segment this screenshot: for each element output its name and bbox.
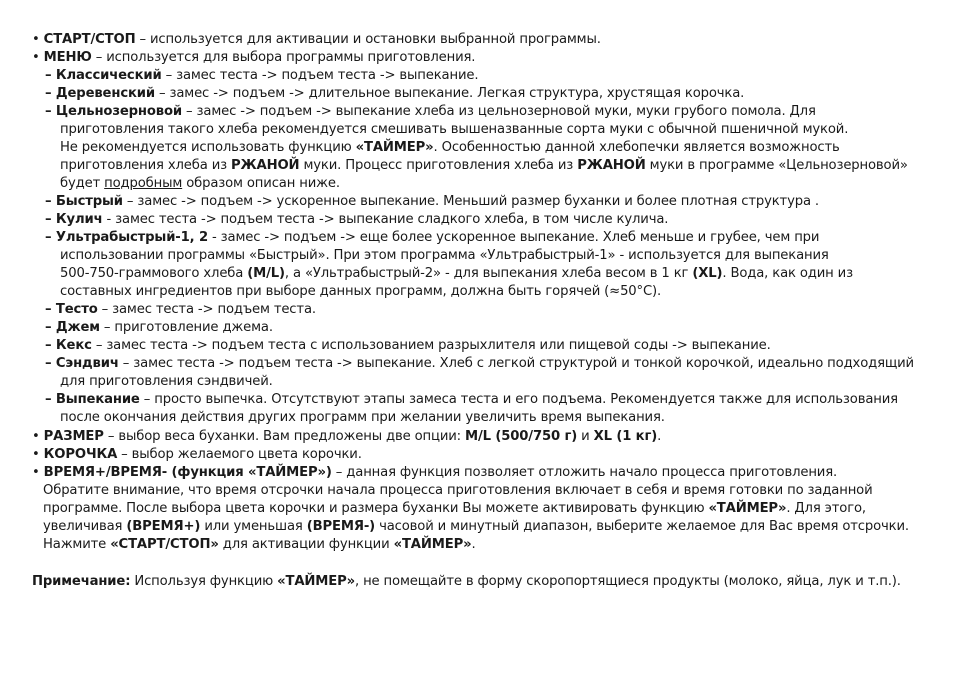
text-segment: – замес -> подъем -> длительное выпекание. Легкая структура, хрустящая корочка. <box>154 86 745 101</box>
bold-term: РАЗМЕР <box>43 429 104 444</box>
wholegrain-text-2 <box>60 139 840 157</box>
text-segment: использовании программы «Быстрый». При этом программа «Ультрабыстрый-1» - используется для выпекания <box>60 248 829 263</box>
bold-term: КОРОЧКА <box>43 447 118 462</box>
text-segment: для активации функции <box>218 537 394 552</box>
program-dough <box>45 301 316 319</box>
bold-term: Цельнозерновой <box>55 104 183 119</box>
text-segment: – приготовление джема. <box>99 320 273 335</box>
bold-term: – <box>45 212 56 227</box>
bold-term: (XL) <box>692 266 723 281</box>
bold-term: «ТАЙМЕР» <box>708 501 787 516</box>
bold-term: СТАРТ/СТОП <box>43 32 136 47</box>
text-segment: для приготовления сэндвичей. <box>60 374 273 389</box>
ultrafast-text-1 <box>60 247 829 265</box>
bold-term: Выпекание <box>55 392 140 407</box>
text-segment: – замес теста -> подъем теста. <box>97 302 316 317</box>
text-segment: – замес -> подъем -> ускоренное выпекание. Меньший размер буханки и более плотная структура . <box>122 194 819 209</box>
text-segment: Используя функцию <box>130 574 278 589</box>
bullet-menu <box>32 49 475 67</box>
text-segment: . <box>471 537 476 552</box>
wholegrain-text-1 <box>60 121 848 139</box>
timer-text-2 <box>43 500 866 518</box>
text-segment: – используется для выбора программы приготовления. <box>91 50 476 65</box>
bold-term: – <box>45 230 56 245</box>
note-line <box>32 573 901 591</box>
text-segment: часовой и минутный диапазон, выберите желаемое для Вас время отсрочки. <box>375 519 909 534</box>
bold-term: – <box>45 320 56 335</box>
text-segment: • <box>32 447 44 462</box>
bold-term: Кулич <box>55 212 103 227</box>
program-rustic <box>45 85 744 103</box>
bold-term: – <box>45 104 56 119</box>
text-segment: – замес теста -> подъем теста с использованием разрыхлителя или пищевой соды -> выпекание. <box>91 338 771 353</box>
text-segment: составных ингредиентов при выборе данных программ, должна быть горячей (≈50°C). <box>60 284 662 299</box>
timer-text-1 <box>43 482 873 500</box>
bold-term: Ультрабыстрый-1, 2 <box>55 230 208 245</box>
text-segment: . Вода, как один из <box>722 266 853 281</box>
text-segment: приготовления хлеба из <box>60 158 232 173</box>
bake-text-1 <box>60 409 665 427</box>
text-segment: , а «Ультрабыстрый-2» - для выпекания хлеба весом в 1 кг <box>284 266 693 281</box>
program-kulich <box>45 211 668 229</box>
bold-term: Деревенский <box>55 86 155 101</box>
bold-term: Классический <box>55 68 162 83</box>
bold-term: Сэндвич <box>55 356 119 371</box>
bullet-size <box>32 428 661 446</box>
wholegrain-text-3 <box>60 157 908 175</box>
program-bake <box>45 391 898 409</box>
wholegrain-text-4 <box>60 175 340 193</box>
bold-term: – <box>45 356 56 371</box>
bullet-timer <box>32 464 837 482</box>
text-segment: – замес теста -> подъем теста -> выпекание. <box>161 68 479 83</box>
ultrafast-text-3 <box>60 283 661 301</box>
bullet-crust <box>32 446 362 464</box>
bold-term: – <box>45 68 56 83</box>
bold-term: ВРЕМЯ+/ВРЕМЯ- (функция «ТАЙМЕР») <box>43 465 332 480</box>
text-segment: – замес -> подъем -> выпекание хлеба из цельнозерновой муки, муки грубого помола. Для <box>182 104 816 119</box>
bold-term: – <box>45 194 56 209</box>
program-classic <box>45 67 478 85</box>
bold-term: XL (1 кг) <box>593 429 658 444</box>
program-ultrafast <box>45 229 819 247</box>
bold-term: «ТАЙМЕР» <box>393 537 472 552</box>
text-segment: . <box>657 429 662 444</box>
timer-text-4 <box>43 536 476 554</box>
program-cake <box>45 337 771 355</box>
bold-term: Кекс <box>55 338 92 353</box>
text-segment: или уменьшая <box>200 519 307 534</box>
bold-term: Быстрый <box>55 194 123 209</box>
bold-term: «ТАЙМЕР» <box>277 574 355 589</box>
text-segment: муки в программе «Цельнозерновой» <box>645 158 908 173</box>
text-segment: • <box>32 50 44 65</box>
bold-term: M/L (500/750 г) <box>465 429 578 444</box>
bold-term: РЖАНОЙ <box>577 158 646 173</box>
text-segment: . Особенностью данной хлебопечки является возможность <box>433 140 840 155</box>
text-segment: . Для этого, <box>786 501 866 516</box>
text-segment: приготовления такого хлеба рекомендуется смешивать вышеназванные сорта муки с обычной пшеничной мукой. <box>60 122 849 137</box>
bold-term: «СТАРТ/СТОП» <box>110 537 219 552</box>
text-segment: - замес теста -> подъем теста -> выпекание сладкого хлеба, в том числе кулича. <box>102 212 669 227</box>
text-segment: Нажмите <box>43 537 111 552</box>
bold-term: – <box>45 302 56 317</box>
text-segment: после окончания действия других программ при желании увеличить время выпекания. <box>60 410 665 425</box>
text-segment: образом описан ниже. <box>182 176 340 191</box>
bold-term: Тесто <box>55 302 98 317</box>
bold-term: «ТАЙМЕР» <box>355 140 434 155</box>
bold-term: РЖАНОЙ <box>231 158 300 173</box>
text-segment: увеличивая <box>43 519 127 534</box>
program-sandwich <box>45 355 914 373</box>
sandwich-text-1 <box>60 373 273 391</box>
text-segment: – используется для активации и остановки выбранной программы. <box>135 32 601 47</box>
text-segment: – выбор желаемого цвета корочки. <box>117 447 362 462</box>
text-segment: муки. Процесс приготовления хлеба из <box>299 158 578 173</box>
text-segment: – просто выпечка. Отсутствуют этапы замеса теста и его подъема. Рекомендуется также для использования <box>139 392 898 407</box>
ultrafast-text-2 <box>60 265 853 283</box>
underlined-text: подробным <box>104 176 183 191</box>
bold-term: (M/L) <box>247 266 285 281</box>
text-segment: • <box>32 465 44 480</box>
text-segment: Не рекомендуется использовать функцию <box>60 140 356 155</box>
text-segment: , не помещайте в форму скоропортящиеся продукты (молоко, яйца, лук и т.п.). <box>355 574 901 589</box>
bold-term: (ВРЕМЯ+) <box>126 519 201 534</box>
text-segment: • <box>32 429 44 444</box>
text-segment: – данная функция позволяет отложить начало процесса приготовления. <box>331 465 838 480</box>
bold-term: Примечание: <box>32 574 131 589</box>
bold-term: МЕНЮ <box>43 50 92 65</box>
text-segment: Обратите внимание, что время отсрочки начала процесса приготовления включает в себя и время готовки по заданной <box>43 483 873 498</box>
bold-term: – <box>45 392 56 407</box>
bold-term: (ВРЕМЯ-) <box>306 519 376 534</box>
program-jam <box>45 319 273 337</box>
text-segment: – замес теста -> подъем теста -> выпекание. Хлеб с легкой структурой и тонкой корочкой, идеально подходящий <box>118 356 914 371</box>
text-segment: 500-750-граммового хлеба <box>60 266 248 281</box>
text-segment: будет <box>60 176 105 191</box>
program-wholegrain <box>45 103 816 121</box>
text-segment: • <box>32 32 44 47</box>
text-segment: – выбор веса буханки. Вам предложены две опции: <box>103 429 466 444</box>
timer-text-3 <box>43 518 909 536</box>
text-segment: - замес -> подъем -> еще более ускоренное выпекание. Хлеб меньше и грубее, чем при <box>207 230 820 245</box>
bullet-start-stop <box>32 31 601 49</box>
bold-term: – <box>45 86 56 101</box>
bold-term: Джем <box>55 320 100 335</box>
program-fast <box>45 193 819 211</box>
bold-term: – <box>45 338 56 353</box>
text-segment: и <box>577 429 594 444</box>
text-segment: программе. После выбора цвета корочки и размера буханки Вы можете активировать функцию <box>43 501 709 516</box>
